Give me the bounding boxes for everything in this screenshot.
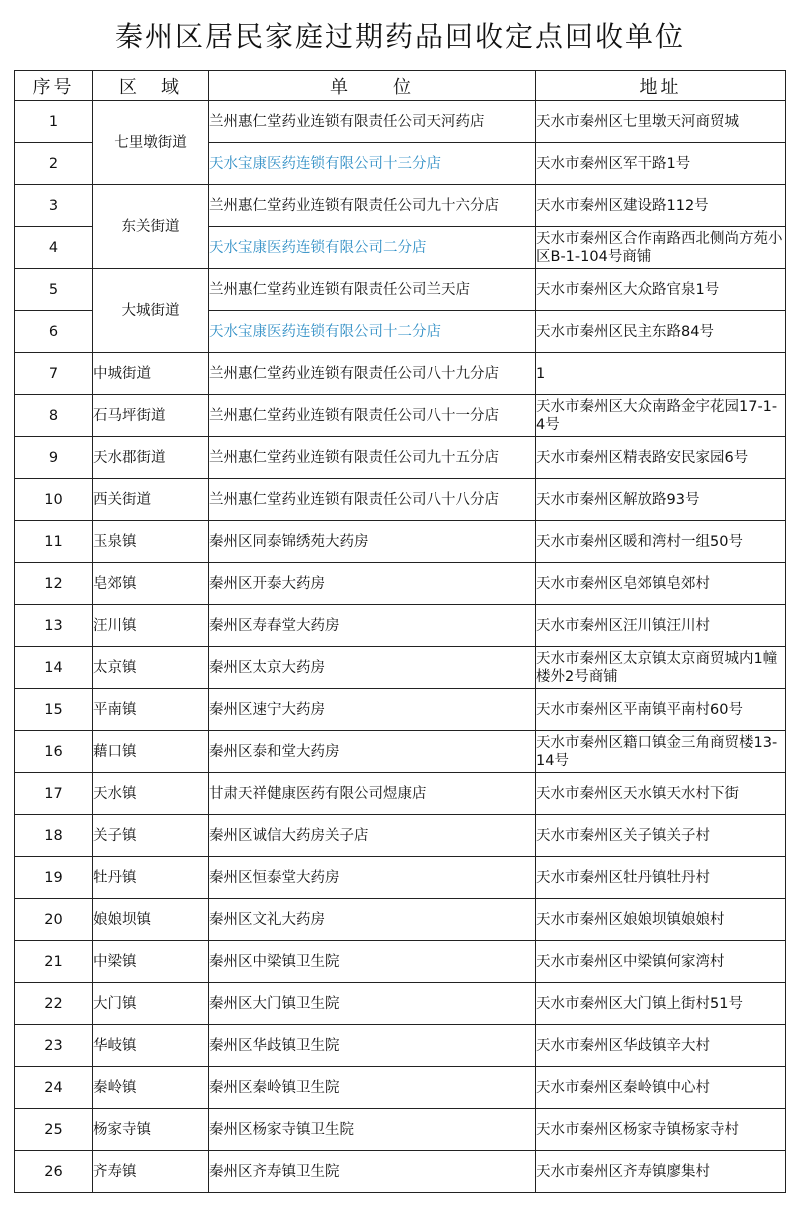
table-row bbox=[15, 1151, 786, 1193]
row-num: 3 bbox=[15, 185, 93, 227]
row-addr: 天水市秦州区娘娘坝镇娘娘村 bbox=[536, 899, 786, 941]
row-unit: 秦州区杨家寺镇卫生院 bbox=[209, 1109, 536, 1151]
row-addr: 天水市秦州区中梁镇何家湾村 bbox=[536, 941, 786, 983]
row-addr: 天水市秦州区解放路93号 bbox=[536, 479, 786, 521]
row-area: 天水郡街道 bbox=[93, 437, 209, 479]
row-area: 杨家寺镇 bbox=[93, 1109, 209, 1151]
row-area: 华岐镇 bbox=[93, 1025, 209, 1067]
table-row bbox=[15, 185, 786, 227]
row-addr: 天水市秦州区天水镇天水村下街 bbox=[536, 773, 786, 815]
page-title: 秦州区居民家庭过期药品回收定点回收单位 bbox=[114, 20, 685, 53]
row-addr: 天水市秦州区大众南路金宇花园17-1-4号 bbox=[536, 395, 786, 437]
table-row bbox=[15, 101, 786, 143]
row-area: 天水镇 bbox=[93, 773, 209, 815]
row-addr: 天水市秦州区大门镇上街村51号 bbox=[536, 983, 786, 1025]
header-row bbox=[15, 71, 786, 101]
table-row bbox=[15, 689, 786, 731]
row-addr: 天水市秦州区暖和湾村一组50号 bbox=[536, 521, 786, 563]
row-unit: 秦州区太京大药房 bbox=[209, 647, 536, 689]
row-unit: 天水宝康医药连锁有限公司十二分店 bbox=[209, 311, 536, 353]
row-num: 19 bbox=[15, 857, 93, 899]
row-num: 15 bbox=[15, 689, 93, 731]
row-num: 12 bbox=[15, 563, 93, 605]
row-area: 皂郊镇 bbox=[93, 563, 209, 605]
row-num: 4 bbox=[15, 227, 93, 269]
row-area: 西关街道 bbox=[93, 479, 209, 521]
row-addr: 天水市秦州区杨家寺镇杨家寺村 bbox=[536, 1109, 786, 1151]
row-area: 七里墩街道 bbox=[93, 101, 209, 185]
row-addr: 天水市秦州区军干路1号 bbox=[536, 143, 786, 185]
row-area: 太京镇 bbox=[93, 647, 209, 689]
row-addr: 天水市秦州区建设路112号 bbox=[536, 185, 786, 227]
table-row bbox=[15, 983, 786, 1025]
row-area: 平南镇 bbox=[93, 689, 209, 731]
row-area: 玉泉镇 bbox=[93, 521, 209, 563]
row-num: 6 bbox=[15, 311, 93, 353]
row-area: 牡丹镇 bbox=[93, 857, 209, 899]
table-row bbox=[15, 815, 786, 857]
row-num: 17 bbox=[15, 773, 93, 815]
table-row bbox=[15, 773, 786, 815]
row-unit: 秦州区寿春堂大药房 bbox=[209, 605, 536, 647]
row-num: 2 bbox=[15, 143, 93, 185]
row-num: 25 bbox=[15, 1109, 93, 1151]
row-unit: 秦州区速宁大药房 bbox=[209, 689, 536, 731]
row-num: 23 bbox=[15, 1025, 93, 1067]
row-unit: 兰州惠仁堂药业连锁有限责任公司兰天店 bbox=[209, 269, 536, 311]
row-unit: 秦州区华歧镇卫生院 bbox=[209, 1025, 536, 1067]
table-row bbox=[15, 521, 786, 563]
row-addr: 天水市秦州区齐寿镇廖集村 bbox=[536, 1151, 786, 1193]
row-unit: 秦州区大门镇卫生院 bbox=[209, 983, 536, 1025]
row-unit: 天水宝康医药连锁有限公司二分店 bbox=[209, 227, 536, 269]
row-num: 5 bbox=[15, 269, 93, 311]
row-addr: 1 bbox=[536, 353, 786, 395]
header-area: 区 域 bbox=[93, 71, 209, 101]
row-area: 中城街道 bbox=[93, 353, 209, 395]
header-unit: 单 位 bbox=[209, 71, 536, 101]
header-addr: 地址 bbox=[536, 71, 786, 101]
row-area: 关子镇 bbox=[93, 815, 209, 857]
table-row bbox=[15, 731, 786, 773]
row-unit: 兰州惠仁堂药业连锁有限责任公司天河药店 bbox=[209, 101, 536, 143]
row-unit: 秦州区齐寿镇卫生院 bbox=[209, 1151, 536, 1193]
row-unit: 秦州区诚信大药房关子店 bbox=[209, 815, 536, 857]
row-addr: 天水市秦州区籍口镇金三角商贸楼13-14号 bbox=[536, 731, 786, 773]
row-unit: 秦州区开泰大药房 bbox=[209, 563, 536, 605]
row-area: 娘娘坝镇 bbox=[93, 899, 209, 941]
row-num: 10 bbox=[15, 479, 93, 521]
header-num: 序号 bbox=[15, 71, 93, 101]
table-row bbox=[15, 1109, 786, 1151]
row-area: 大城街道 bbox=[93, 269, 209, 353]
row-addr: 天水市秦州区华歧镇辛大村 bbox=[536, 1025, 786, 1067]
row-addr: 天水市秦州区秦岭镇中心村 bbox=[536, 1067, 786, 1109]
row-num: 18 bbox=[15, 815, 93, 857]
row-addr: 天水市秦州区合作南路西北侧尚方苑小区B-1-104号商铺 bbox=[536, 227, 786, 269]
row-addr: 天水市秦州区牡丹镇牡丹村 bbox=[536, 857, 786, 899]
row-unit: 兰州惠仁堂药业连锁有限责任公司九十六分店 bbox=[209, 185, 536, 227]
table-row bbox=[15, 269, 786, 311]
row-unit: 秦州区秦岭镇卫生院 bbox=[209, 1067, 536, 1109]
row-unit: 秦州区同泰锦绣苑大药房 bbox=[209, 521, 536, 563]
row-addr: 天水市秦州区大众路官泉1号 bbox=[536, 269, 786, 311]
row-num: 13 bbox=[15, 605, 93, 647]
row-unit: 兰州惠仁堂药业连锁有限责任公司八十一分店 bbox=[209, 395, 536, 437]
row-area: 大门镇 bbox=[93, 983, 209, 1025]
row-num: 14 bbox=[15, 647, 93, 689]
row-unit: 兰州惠仁堂药业连锁有限责任公司八十九分店 bbox=[209, 353, 536, 395]
row-addr: 天水市秦州区太京镇太京商贸城内1幢楼外2号商铺 bbox=[536, 647, 786, 689]
row-num: 16 bbox=[15, 731, 93, 773]
row-area: 藉口镇 bbox=[93, 731, 209, 773]
row-area: 秦岭镇 bbox=[93, 1067, 209, 1109]
row-num: 8 bbox=[15, 395, 93, 437]
table-row bbox=[15, 605, 786, 647]
row-addr: 天水市秦州区七里墩天河商贸城 bbox=[536, 101, 786, 143]
row-area: 齐寿镇 bbox=[93, 1151, 209, 1193]
row-num: 22 bbox=[15, 983, 93, 1025]
row-addr: 天水市秦州区民主东路84号 bbox=[536, 311, 786, 353]
row-area: 中梁镇 bbox=[93, 941, 209, 983]
row-unit: 秦州区中梁镇卫生院 bbox=[209, 941, 536, 983]
table-row bbox=[15, 857, 786, 899]
row-num: 11 bbox=[15, 521, 93, 563]
table-row bbox=[15, 1025, 786, 1067]
row-addr: 天水市秦州区平南镇平南村60号 bbox=[536, 689, 786, 731]
row-num: 20 bbox=[15, 899, 93, 941]
row-unit: 甘肃天祥健康医药有限公司煜康店 bbox=[209, 773, 536, 815]
row-num: 7 bbox=[15, 353, 93, 395]
row-unit: 秦州区恒泰堂大药房 bbox=[209, 857, 536, 899]
row-unit: 秦州区文礼大药房 bbox=[209, 899, 536, 941]
row-num: 26 bbox=[15, 1151, 93, 1193]
row-unit: 兰州惠仁堂药业连锁有限责任公司九十五分店 bbox=[209, 437, 536, 479]
row-num: 21 bbox=[15, 941, 93, 983]
table-row bbox=[15, 479, 786, 521]
table-row bbox=[15, 563, 786, 605]
table-row bbox=[15, 437, 786, 479]
row-area: 石马坪街道 bbox=[93, 395, 209, 437]
row-addr: 天水市秦州区关子镇关子村 bbox=[536, 815, 786, 857]
table-row bbox=[15, 1067, 786, 1109]
table-row bbox=[15, 941, 786, 983]
row-area: 汪川镇 bbox=[93, 605, 209, 647]
recycling-units-table bbox=[14, 70, 786, 1193]
row-addr: 天水市秦州区精表路安民家园6号 bbox=[536, 437, 786, 479]
row-unit: 天水宝康医药连锁有限公司十三分店 bbox=[209, 143, 536, 185]
row-addr: 天水市秦州区汪川镇汪川村 bbox=[536, 605, 786, 647]
row-unit: 秦州区泰和堂大药房 bbox=[209, 731, 536, 773]
row-area: 东关街道 bbox=[93, 185, 209, 269]
row-num: 1 bbox=[15, 101, 93, 143]
row-num: 9 bbox=[15, 437, 93, 479]
row-num: 24 bbox=[15, 1067, 93, 1109]
row-addr: 天水市秦州区皂郊镇皂郊村 bbox=[536, 563, 786, 605]
row-unit: 兰州惠仁堂药业连锁有限责任公司八十八分店 bbox=[209, 479, 536, 521]
table-row bbox=[15, 353, 786, 395]
table-row bbox=[15, 395, 786, 437]
table-row bbox=[15, 899, 786, 941]
table-row bbox=[15, 647, 786, 689]
